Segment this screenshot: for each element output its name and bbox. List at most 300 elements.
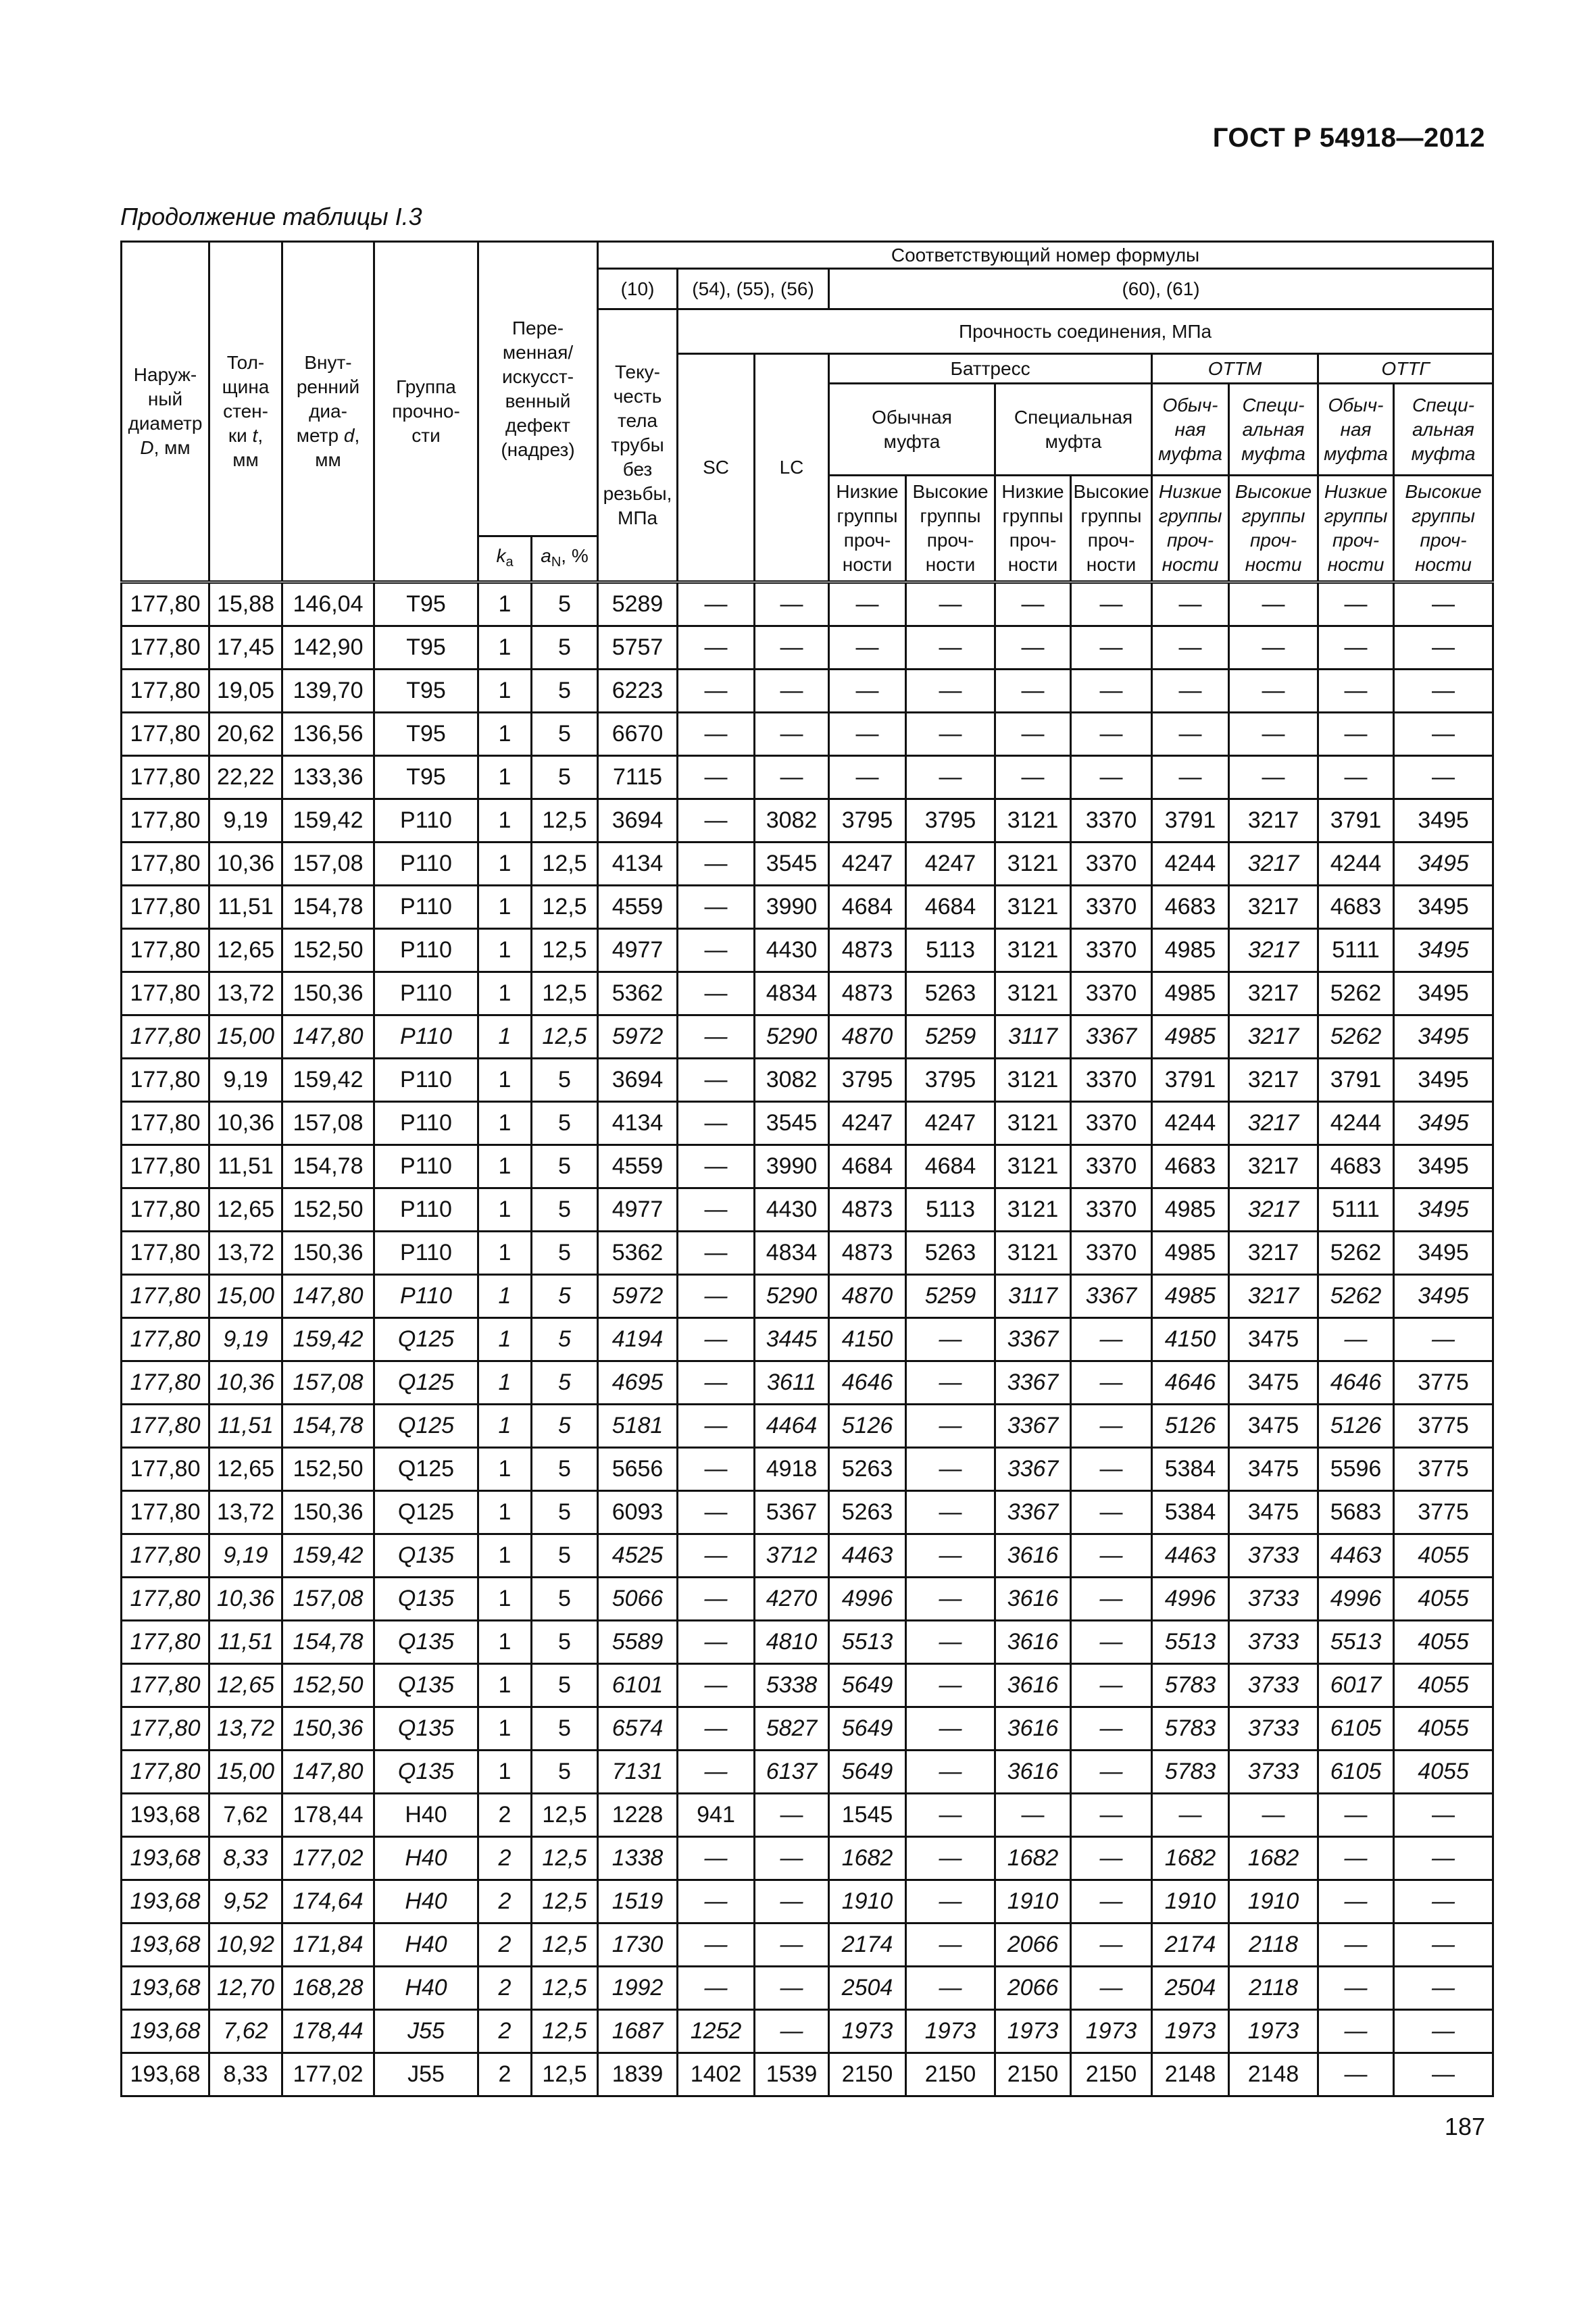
header-low-groups: Низкие группы проч- ности	[1152, 476, 1229, 582]
table-cell: —	[678, 1188, 755, 1232]
table-cell: 3370	[1071, 972, 1152, 1015]
table-cell: 1	[478, 756, 532, 799]
table-cell: 4873	[829, 972, 906, 1015]
table-cell: 11,51	[209, 1405, 282, 1448]
table-cell: —	[1071, 1967, 1152, 2010]
table-cell: —	[1152, 1794, 1229, 1837]
table-cell: 193,68	[122, 1837, 209, 1880]
table-cell: —	[1152, 582, 1229, 626]
table-cell: 3495	[1394, 929, 1493, 972]
table-cell: —	[1071, 582, 1152, 626]
table-cell: 178,44	[282, 2010, 374, 2053]
table-cell: P110	[374, 929, 478, 972]
table-cell: 3495	[1394, 1275, 1493, 1318]
table-cell: —	[906, 1707, 995, 1751]
table-cell: 6101	[598, 1664, 678, 1707]
table-cell: Q125	[374, 1491, 478, 1534]
table-row	[122, 1015, 1493, 1059]
table-cell: 2150	[829, 2053, 906, 2096]
header-ottm: ОТТМ	[1152, 354, 1318, 384]
table-row	[122, 1707, 1493, 1751]
table-body	[122, 582, 1493, 2096]
table-cell: 1519	[598, 1880, 678, 1923]
table-cell: 4463	[1152, 1534, 1229, 1578]
table-row	[122, 1664, 1493, 1707]
header-high-groups: Высокие группы проч- ности	[906, 476, 995, 582]
table-cell: 193,68	[122, 1967, 209, 2010]
table-cell: 1839	[598, 2053, 678, 2096]
table-cell: 9,19	[209, 1534, 282, 1578]
table-cell: 1	[478, 1275, 532, 1318]
table-cell: 12,65	[209, 1448, 282, 1491]
table-cell: 4695	[598, 1361, 678, 1405]
table-cell: —	[678, 1318, 755, 1361]
table-cell: —	[906, 1578, 995, 1621]
table-cell: 4247	[906, 842, 995, 886]
table-cell: 5827	[755, 1707, 829, 1751]
table-cell: —	[1318, 1318, 1394, 1361]
table-cell: 2	[478, 1880, 532, 1923]
header-defect: Пере- менная/ искусст- венный дефект (надрез)	[478, 242, 598, 536]
table-cell: 152,50	[282, 1664, 374, 1707]
table-cell: 5111	[1318, 1188, 1394, 1232]
table-cell: 7115	[598, 756, 678, 799]
table-cell: 1	[478, 1232, 532, 1275]
table-cell: 5	[532, 1102, 598, 1145]
table-cell: 177,02	[282, 1837, 374, 1880]
header-ottm-ordinary: Обыч- ная муфта	[1152, 384, 1229, 476]
table-cell: 5290	[755, 1015, 829, 1059]
table-cell: 3121	[995, 1145, 1071, 1188]
table-cell: —	[995, 756, 1071, 799]
table-cell: 12,5	[532, 972, 598, 1015]
table-cell: 3370	[1071, 1145, 1152, 1188]
table-cell: 3475	[1229, 1448, 1318, 1491]
table-cell: 5367	[755, 1491, 829, 1534]
table-cell: 6093	[598, 1491, 678, 1534]
table-cell: —	[1229, 713, 1318, 756]
table-cell: 1730	[598, 1923, 678, 1967]
table-cell: 4559	[598, 1145, 678, 1188]
table-cell: —	[1071, 1491, 1152, 1534]
table-cell: 3990	[755, 886, 829, 929]
table-cell: 8,33	[209, 1837, 282, 1880]
table-cell: 5290	[755, 1275, 829, 1318]
table-cell: 150,36	[282, 1232, 374, 1275]
table-cell: —	[906, 1794, 995, 1837]
table-cell: 4977	[598, 929, 678, 972]
table-cell: 4996	[1152, 1578, 1229, 1621]
table-cell: —	[678, 1837, 755, 1880]
table-cell: 193,68	[122, 1794, 209, 1837]
table-cell: —	[1071, 1923, 1152, 1967]
table-cell: 13,72	[209, 1491, 282, 1534]
table-cell: 1687	[598, 2010, 678, 2053]
table-row	[122, 1188, 1493, 1232]
header-outer-diameter: Наруж- ный диаметр D, мм	[122, 242, 209, 582]
table-cell: 7,62	[209, 2010, 282, 2053]
table-cell: 152,50	[282, 1188, 374, 1232]
table-cell: 12,5	[532, 1967, 598, 2010]
table-cell: 177,80	[122, 1318, 209, 1361]
table-cell: 5972	[598, 1015, 678, 1059]
table-cell: 2148	[1152, 2053, 1229, 2096]
table-cell: 193,68	[122, 1923, 209, 1967]
table-cell: 150,36	[282, 1491, 374, 1534]
table-cell: 3217	[1229, 842, 1318, 886]
table-cell: —	[678, 1664, 755, 1707]
table-cell: —	[829, 670, 906, 713]
table-cell: 4055	[1394, 1751, 1493, 1794]
table-cell: 177,80	[122, 582, 209, 626]
table-cell: 3217	[1229, 929, 1318, 972]
table-cell: —	[906, 1405, 995, 1448]
table-cell: 2	[478, 2010, 532, 2053]
table-cell: 3495	[1394, 842, 1493, 886]
table-cell: 1	[478, 1361, 532, 1405]
table-cell: —	[1394, 713, 1493, 756]
table-cell: 3545	[755, 842, 829, 886]
table-cell: —	[1394, 582, 1493, 626]
table-cell: 3217	[1229, 972, 1318, 1015]
header-an: $a_N$, %	[532, 536, 598, 582]
table-cell: 3694	[598, 799, 678, 842]
table-cell: 3495	[1394, 1232, 1493, 1275]
table-cell: 15,00	[209, 1751, 282, 1794]
table-cell: 5262	[1318, 1015, 1394, 1059]
table-cell: —	[678, 1880, 755, 1923]
table-cell: 12,5	[532, 1923, 598, 1967]
table-cell: 177,80	[122, 972, 209, 1015]
table-cell: 3370	[1071, 929, 1152, 972]
table-cell: 1	[478, 1578, 532, 1621]
table-cell: 1	[478, 626, 532, 670]
table-cell: 4985	[1152, 1188, 1229, 1232]
table-row	[122, 1967, 1493, 2010]
table-cell: —	[755, 582, 829, 626]
table-cell: 3791	[1152, 799, 1229, 842]
table-cell: —	[1394, 1318, 1493, 1361]
table-cell: 159,42	[282, 1318, 374, 1361]
table-cell: 3475	[1229, 1491, 1318, 1534]
table-cell: —	[906, 1361, 995, 1405]
table-cell: 4270	[755, 1578, 829, 1621]
table-cell: 4463	[1318, 1534, 1394, 1578]
table-cell: 4055	[1394, 1578, 1493, 1621]
table-cell: 5	[532, 713, 598, 756]
table-cell: 177,80	[122, 1578, 209, 1621]
table-cell: 3616	[995, 1751, 1071, 1794]
table-cell: 177,80	[122, 1145, 209, 1188]
table-cell: 177,02	[282, 2053, 374, 2096]
table-cell: 177,80	[122, 1405, 209, 1448]
table-cell: 3791	[1318, 1059, 1394, 1102]
table-cell: —	[906, 1621, 995, 1664]
table-cell: P110	[374, 1015, 478, 1059]
table-cell: 1973	[906, 2010, 995, 2053]
table-cell: 177,80	[122, 886, 209, 929]
table-cell: 5	[532, 1232, 598, 1275]
header-high-groups: Высокие группы проч- ности	[1229, 476, 1318, 582]
table-cell: 4244	[1152, 842, 1229, 886]
table-cell: —	[1318, 626, 1394, 670]
table-cell: 1682	[829, 1837, 906, 1880]
table-cell: —	[906, 626, 995, 670]
table-cell: —	[1152, 713, 1229, 756]
table-cell: 5262	[1318, 972, 1394, 1015]
table-cell: 12,5	[532, 1837, 598, 1880]
table-cell: 3367	[1071, 1275, 1152, 1318]
table-cell: 1252	[678, 2010, 755, 2053]
table-cell: 5384	[1152, 1491, 1229, 1534]
table-cell: —	[1318, 582, 1394, 626]
table-cell: 154,78	[282, 1405, 374, 1448]
table-cell: 3082	[755, 799, 829, 842]
table-cell: 5263	[829, 1448, 906, 1491]
table-cell: —	[678, 1621, 755, 1664]
table-cell: —	[678, 886, 755, 929]
table-cell: 2504	[1152, 1967, 1229, 2010]
header-wall-thickness: Тол- щина стен- ки t, мм	[209, 242, 282, 582]
table-cell: —	[995, 713, 1071, 756]
table-cell: —	[678, 842, 755, 886]
table-cell: 3495	[1394, 1145, 1493, 1188]
table-cell: Q125	[374, 1448, 478, 1491]
table-cell: 1992	[598, 1967, 678, 2010]
table-cell: 1973	[1071, 2010, 1152, 2053]
table-cell: —	[1071, 1318, 1152, 1361]
table-cell: 2174	[829, 1923, 906, 1967]
table-cell: 5649	[829, 1707, 906, 1751]
table-cell: —	[1071, 1361, 1152, 1405]
table-cell: 5	[532, 1534, 598, 1578]
table-cell: 5262	[1318, 1232, 1394, 1275]
data-table	[120, 241, 1494, 2097]
table-cell: 4646	[1152, 1361, 1229, 1405]
table-cell: 3217	[1229, 886, 1318, 929]
table-cell: 3495	[1394, 1102, 1493, 1145]
table-row	[122, 799, 1493, 842]
table-cell: H40	[374, 1923, 478, 1967]
table-cell: 3775	[1394, 1491, 1493, 1534]
table-cell: 3495	[1394, 1059, 1493, 1102]
table-cell: T95	[374, 713, 478, 756]
table-cell: 4559	[598, 886, 678, 929]
table-cell: —	[678, 972, 755, 1015]
table-cell: 3616	[995, 1707, 1071, 1751]
table-cell: 3495	[1394, 799, 1493, 842]
header-formula-54-56: (54), (55), (56)	[678, 269, 829, 309]
table-cell: —	[1318, 2010, 1394, 2053]
table-row	[122, 1275, 1493, 1318]
table-cell: 12,5	[532, 1880, 598, 1923]
table-cell: P110	[374, 799, 478, 842]
table-cell: 3217	[1229, 1102, 1318, 1145]
table-cell: 12,65	[209, 929, 282, 972]
table-cell: 4873	[829, 929, 906, 972]
table-cell: P110	[374, 842, 478, 886]
table-cell: 3775	[1394, 1448, 1493, 1491]
table-cell: —	[755, 1794, 829, 1837]
table-cell: 3367	[1071, 1015, 1152, 1059]
table-cell: 4834	[755, 972, 829, 1015]
table-cell: Q135	[374, 1621, 478, 1664]
table-cell: 2	[478, 2053, 532, 2096]
table-cell: 1	[478, 1621, 532, 1664]
table-cell: 17,45	[209, 626, 282, 670]
table-cell: 4684	[906, 886, 995, 929]
table-cell: 4525	[598, 1534, 678, 1578]
table-cell: —	[755, 1967, 829, 2010]
table-cell: 12,65	[209, 1664, 282, 1707]
table-cell: 150,36	[282, 1707, 374, 1751]
table-cell: —	[678, 1707, 755, 1751]
table-cell: 12,5	[532, 2010, 598, 2053]
header-sc: SC	[678, 354, 755, 582]
table-cell: —	[1071, 1534, 1152, 1578]
table-cell: —	[1394, 2010, 1493, 2053]
table-cell: —	[1229, 670, 1318, 713]
table-cell: —	[906, 1534, 995, 1578]
table-cell: 5783	[1152, 1751, 1229, 1794]
table-cell: 4247	[829, 1102, 906, 1145]
table-row	[122, 1751, 1493, 1794]
table-cell: 1682	[1229, 1837, 1318, 1880]
table-cell: 3117	[995, 1275, 1071, 1318]
table-cell: 4430	[755, 929, 829, 972]
table-cell: —	[678, 1578, 755, 1621]
table-row	[122, 2053, 1493, 2096]
table-cell: 1910	[995, 1880, 1071, 1923]
table-cell: 1	[478, 1059, 532, 1102]
table-cell: 1	[478, 1318, 532, 1361]
table-cell: 3121	[995, 1102, 1071, 1145]
table-cell: —	[1229, 626, 1318, 670]
table-cell: 157,08	[282, 1361, 374, 1405]
table-cell: 20,62	[209, 713, 282, 756]
table-cell: 177,80	[122, 1621, 209, 1664]
table-cell: 3370	[1071, 799, 1152, 842]
table-cell: 177,80	[122, 842, 209, 886]
table-cell: 11,51	[209, 1145, 282, 1188]
table-cell: 3217	[1229, 1275, 1318, 1318]
table-cell: 3475	[1229, 1318, 1318, 1361]
table-cell: —	[1229, 756, 1318, 799]
table-cell: 2174	[1152, 1923, 1229, 1967]
table-cell: —	[755, 2010, 829, 2053]
table-cell: 3616	[995, 1621, 1071, 1664]
table-cell: 5513	[829, 1621, 906, 1664]
table-cell: 22,22	[209, 756, 282, 799]
table-cell: 177,80	[122, 1275, 209, 1318]
table-cell: 2	[478, 1967, 532, 2010]
table-cell: —	[995, 1794, 1071, 1837]
table-cell: —	[755, 713, 829, 756]
table-cell: —	[906, 1318, 995, 1361]
table-cell: 3082	[755, 1059, 829, 1102]
table-cell: 5111	[1318, 929, 1394, 972]
table-cell: P110	[374, 972, 478, 1015]
table-cell: T95	[374, 582, 478, 626]
table-cell: —	[1394, 626, 1493, 670]
table-cell: 5649	[829, 1664, 906, 1707]
table-cell: —	[678, 1059, 755, 1102]
table-cell: 4683	[1152, 886, 1229, 929]
table-cell: 177,80	[122, 1751, 209, 1794]
table-cell: 3795	[829, 799, 906, 842]
table-cell: 2150	[1071, 2053, 1152, 2096]
table-cell: —	[678, 929, 755, 972]
table-cell: 177,80	[122, 929, 209, 972]
table-cell: —	[995, 670, 1071, 713]
table-row	[122, 626, 1493, 670]
table-cell: 193,68	[122, 1880, 209, 1923]
table-cell: —	[755, 626, 829, 670]
table-cell: 4977	[598, 1188, 678, 1232]
table-cell: 5	[532, 582, 598, 626]
table-cell: 2	[478, 1837, 532, 1880]
table-cell: 5289	[598, 582, 678, 626]
table-cell: 5	[532, 1491, 598, 1534]
table-cell: 3217	[1229, 1145, 1318, 1188]
table-cell: —	[678, 1102, 755, 1145]
table-cell: 15,00	[209, 1275, 282, 1318]
table-cell: 3370	[1071, 842, 1152, 886]
table-cell: 3217	[1229, 1232, 1318, 1275]
table-cell: 6105	[1318, 1707, 1394, 1751]
table-cell: —	[1394, 2053, 1493, 2096]
table-cell: 1	[478, 929, 532, 972]
table-cell: 3370	[1071, 886, 1152, 929]
table-cell: 177,80	[122, 1448, 209, 1491]
table-cell: 4684	[829, 1145, 906, 1188]
table-cell: —	[1229, 582, 1318, 626]
table-cell: 154,78	[282, 1621, 374, 1664]
table-cell: —	[906, 1837, 995, 1880]
table-row	[122, 1361, 1493, 1405]
table-cell: 1402	[678, 2053, 755, 2096]
table-cell: —	[1318, 1794, 1394, 1837]
table-cell: 4055	[1394, 1664, 1493, 1707]
table-cell: 12,5	[532, 1794, 598, 1837]
table-cell: 177,80	[122, 756, 209, 799]
table-cell: 2066	[995, 1923, 1071, 1967]
table-cell: 177,80	[122, 1491, 209, 1534]
header-regular-coupling: Обычная муфта	[829, 384, 995, 476]
table-cell: 10,92	[209, 1923, 282, 1967]
table-cell: 9,19	[209, 1059, 282, 1102]
table-cell: 5783	[1152, 1707, 1229, 1751]
table-cell: 1	[478, 1015, 532, 1059]
table-cell: 3367	[995, 1491, 1071, 1534]
table-header	[122, 242, 1493, 582]
header-strength-group: Группа прочно- сти	[374, 242, 478, 582]
table-cell: —	[678, 1923, 755, 1967]
table-cell: 3121	[995, 1059, 1071, 1102]
table-cell: 178,44	[282, 1794, 374, 1837]
table-cell: —	[1071, 1751, 1152, 1794]
table-cell: 3495	[1394, 1188, 1493, 1232]
table-cell: —	[678, 1361, 755, 1405]
table-cell: 3370	[1071, 1188, 1152, 1232]
table-row	[122, 1318, 1493, 1361]
table-row	[122, 670, 1493, 713]
table-caption: Продолжение таблицы I.3	[120, 203, 422, 230]
table-cell: 4055	[1394, 1534, 1493, 1578]
table-cell: 4996	[1318, 1578, 1394, 1621]
table-cell: 5	[532, 1405, 598, 1448]
table-cell: 12,5	[532, 929, 598, 972]
